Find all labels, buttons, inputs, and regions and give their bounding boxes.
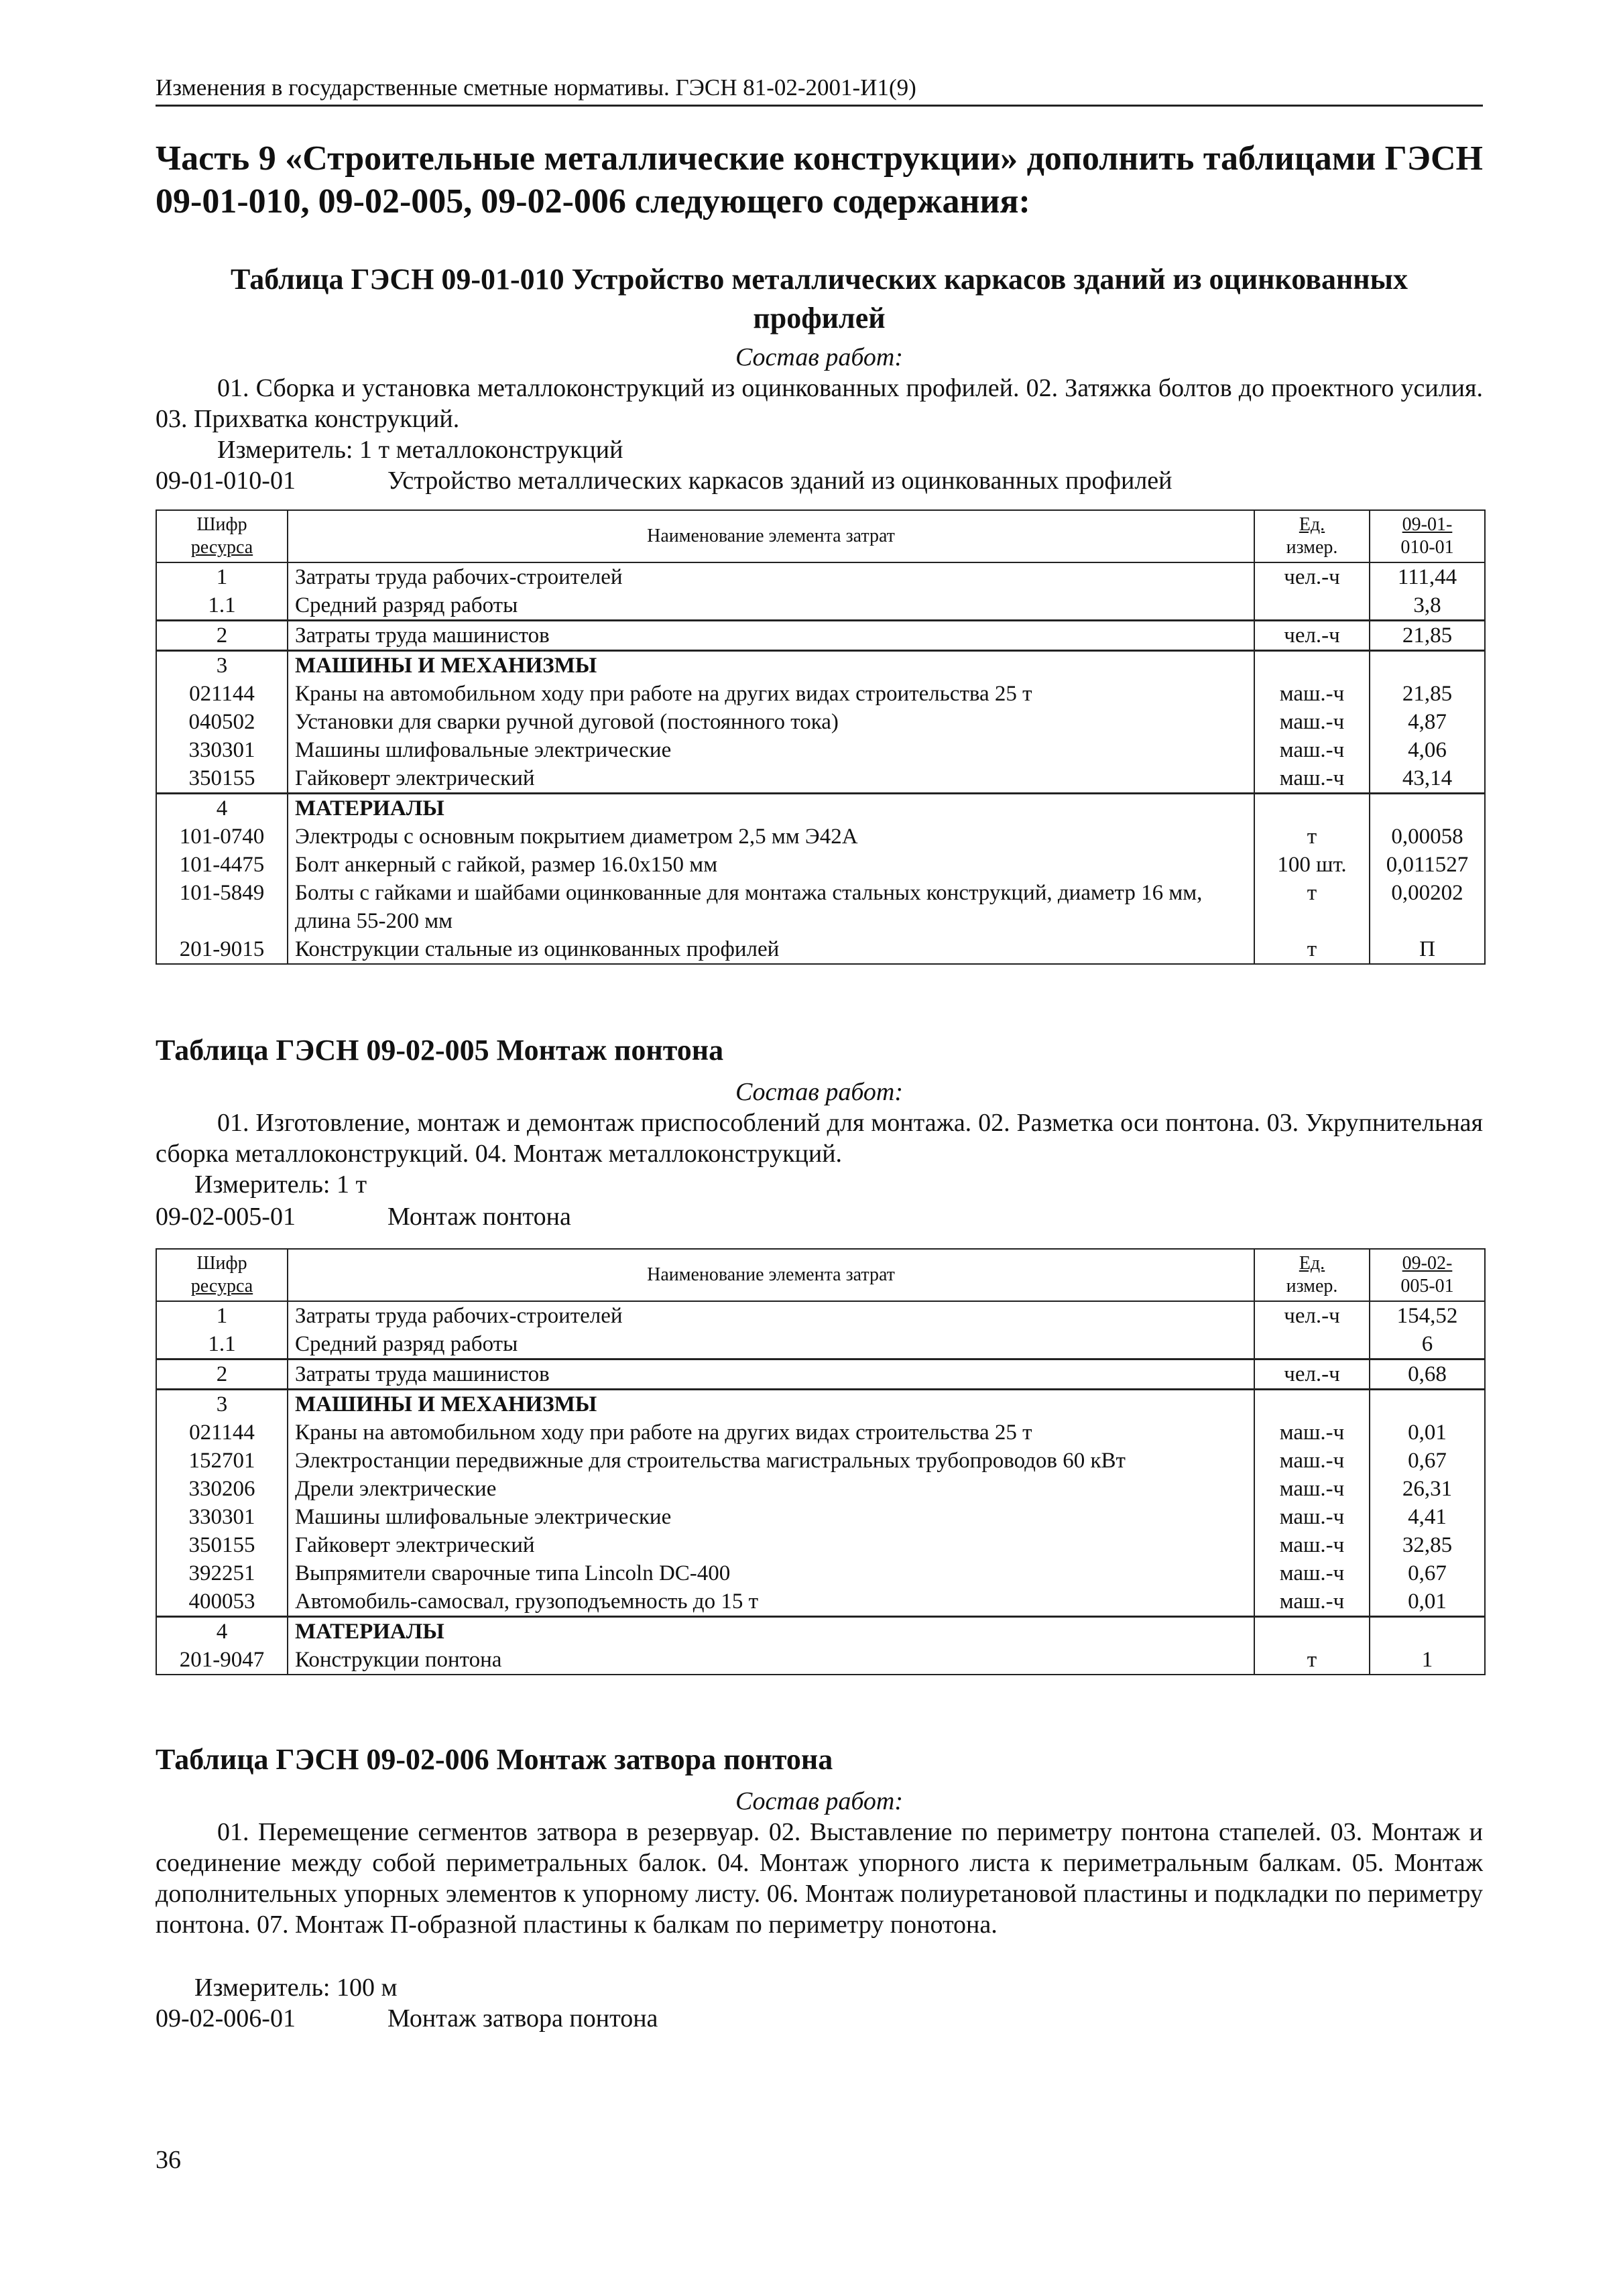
unit-cell: т xyxy=(1254,935,1370,964)
norm-value-cell: 3,8 xyxy=(1370,591,1485,621)
resource-name-cell: Болт анкерный с гайкой, размер 16.0x150 мм xyxy=(288,851,1254,879)
resource-name-cell: Конструкции стальные из оцинкованных профилей xyxy=(288,935,1254,964)
norm-value-cell: 21,85 xyxy=(1370,680,1485,708)
resource-name-cell: МАШИНЫ И МЕХАНИЗМЫ xyxy=(288,651,1254,680)
unit-cell xyxy=(1254,651,1370,680)
table-row xyxy=(156,1447,1485,1475)
norm-value-cell: 32,85 xyxy=(1370,1531,1485,1559)
resource-code-cell: 392251 xyxy=(156,1559,288,1587)
col-header-code: Шифр ресурса xyxy=(156,510,288,562)
resource-code-cell: 1.1 xyxy=(156,591,288,621)
resource-name-cell: Затраты труда рабочих-строителей xyxy=(288,1301,1254,1330)
unit-cell: маш.-ч xyxy=(1254,1559,1370,1587)
norm-value-cell: 21,85 xyxy=(1370,621,1485,651)
norm-value-cell: 6 xyxy=(1370,1330,1485,1360)
table-row xyxy=(156,621,1485,651)
table-row xyxy=(156,1360,1485,1390)
resource-code-cell: 2 xyxy=(156,621,288,651)
table-1-title: Таблица ГЭСН 09-01-010 Устройство металлических каркасов зданий из оцинкованных профилей xyxy=(230,263,1408,335)
unit-cell xyxy=(1254,1330,1370,1360)
resource-name-cell: Средний разряд работы xyxy=(288,1330,1254,1360)
resource-name-cell: Машины шлифовальные электрические xyxy=(288,736,1254,764)
norm-value-cell: 0,00058 xyxy=(1370,823,1485,851)
table-1-norm-code: 09-01-010-01 xyxy=(156,467,296,495)
resource-name-cell: Затраты труда рабочих-строителей xyxy=(288,562,1254,591)
resource-name-cell: Выпрямители сварочные типа Lincoln DC-400 xyxy=(288,1559,1254,1587)
table-row xyxy=(156,935,1485,964)
norm-value-cell xyxy=(1370,651,1485,680)
table-row xyxy=(156,764,1485,794)
resource-code-cell: 2 xyxy=(156,1360,288,1390)
resource-name-cell: Болты с гайками и шайбами оцинкованные для монтажа стальных конструкций, диаметр 16 мм, длина 55-200 мм xyxy=(288,879,1254,935)
table-2-composition-label: Состав работ: xyxy=(735,1078,904,1106)
table-row xyxy=(156,1475,1485,1503)
table-row xyxy=(156,562,1485,591)
resource-code-cell: 201-9047 xyxy=(156,1646,288,1675)
table-row xyxy=(156,1301,1485,1330)
unit-cell: т xyxy=(1254,823,1370,851)
table-row xyxy=(156,1646,1485,1675)
table-3-norm-name: Монтаж затвора понтона xyxy=(387,2004,658,2033)
table-1-composition-label: Состав работ: xyxy=(735,343,904,371)
unit-cell: чел.-ч xyxy=(1254,1360,1370,1390)
table-3-title: Таблица ГЭСН 09-02-006 Монтаж затвора понтона xyxy=(156,1743,833,1776)
resource-code-cell: 330301 xyxy=(156,1503,288,1531)
unit-cell: маш.-ч xyxy=(1254,1447,1370,1475)
resource-code-cell: 152701 xyxy=(156,1447,288,1475)
norm-value-cell: 4,06 xyxy=(1370,736,1485,764)
norm-value-cell: 154,52 xyxy=(1370,1301,1485,1330)
table-2-composition-text: 01. Изготовление, монтаж и демонтаж приспособлений для монтажа. 02. Разметка оси понтона. 03. Укрупнительная сборка металлоконструкций. 04. Монтаж металлоконструкций. xyxy=(156,1109,1483,1168)
resource-code-cell: 3 xyxy=(156,1390,288,1419)
table-row xyxy=(156,823,1485,851)
norm-value-cell: 1 xyxy=(1370,1646,1485,1675)
unit-cell: чел.-ч xyxy=(1254,562,1370,591)
table-row xyxy=(156,1617,1485,1646)
resource-name-cell: МАШИНЫ И МЕХАНИЗМЫ xyxy=(288,1390,1254,1419)
resource-code-cell: 040502 xyxy=(156,708,288,736)
table-2-norm-code: 09-02-005-01 xyxy=(156,1203,296,1231)
norm-value-cell: 0,67 xyxy=(1370,1559,1485,1587)
col-header-name: Наименование элемента затрат xyxy=(288,1249,1254,1301)
unit-cell: маш.-ч xyxy=(1254,708,1370,736)
norm-table-1 xyxy=(156,509,1486,965)
resource-code-cell: 201-9015 xyxy=(156,935,288,964)
col-header-name: Наименование элемента затрат xyxy=(288,510,1254,562)
section-intro-title: Часть 9 «Строительные металлические конструкции» дополнить таблицами ГЭСН 09-01-010, 09-02-005, 09-02-006 следующего содержания: xyxy=(156,139,1483,221)
resource-name-cell: Затраты труда машинистов xyxy=(288,1360,1254,1390)
unit-cell: 100 шт. xyxy=(1254,851,1370,879)
resource-code-cell: 101-5849 xyxy=(156,879,288,935)
resource-name-cell: Электростанции передвижные для строительства магистральных трубопроводов 60 кВт xyxy=(288,1447,1254,1475)
unit-cell: маш.-ч xyxy=(1254,764,1370,794)
table-row xyxy=(156,708,1485,736)
table-1-composition-text: 01. Сборка и установка металлоконструкций из оцинкованных профилей. 02. Затяжка болтов до проектного усилия. 03. Прихватка конструкций. xyxy=(156,374,1483,433)
table-3-composition-label: Состав работ: xyxy=(735,1787,904,1815)
norm-value-cell: 0,011527 xyxy=(1370,851,1485,879)
table-row xyxy=(156,1587,1485,1617)
norm-value-cell: 0,67 xyxy=(1370,1447,1485,1475)
table-1-meter: Измеритель: 1 т металлоконструкций xyxy=(217,436,623,464)
resource-code-cell: 330301 xyxy=(156,736,288,764)
table-3-meter: Измеритель: 100 м xyxy=(194,1974,398,2002)
unit-cell: маш.-ч xyxy=(1254,1418,1370,1447)
resource-name-cell: Дрели электрические xyxy=(288,1475,1254,1503)
resource-code-cell: 400053 xyxy=(156,1587,288,1617)
table-row xyxy=(156,680,1485,708)
unit-cell xyxy=(1254,591,1370,621)
norm-value-cell: 0,68 xyxy=(1370,1360,1485,1390)
table-row xyxy=(156,1390,1485,1419)
table-row xyxy=(156,879,1485,935)
norm-value-cell xyxy=(1370,1617,1485,1646)
table-3-norm-code: 09-02-006-01 xyxy=(156,2004,296,2033)
norm-value-cell: 0,01 xyxy=(1370,1587,1485,1617)
resource-code-cell: 4 xyxy=(156,1617,288,1646)
unit-cell: маш.-ч xyxy=(1254,680,1370,708)
table-row xyxy=(156,1559,1485,1587)
unit-cell: маш.-ч xyxy=(1254,1531,1370,1559)
col-header-norm: 09-02- 005-01 xyxy=(1370,1249,1485,1301)
norm-value-cell: П xyxy=(1370,935,1485,964)
table-2-title: Таблица ГЭСН 09-02-005 Монтаж понтона xyxy=(156,1034,724,1067)
table-2-norm-name: Монтаж понтона xyxy=(387,1203,571,1231)
resource-name-cell: Средний разряд работы xyxy=(288,591,1254,621)
resource-code-cell: 3 xyxy=(156,651,288,680)
resource-name-cell: Краны на автомобильном ходу при работе на других видах строительства 25 т xyxy=(288,680,1254,708)
table-2-meter: Измеритель: 1 т xyxy=(194,1170,367,1199)
resource-code-cell: 1 xyxy=(156,562,288,591)
page-number: 36 xyxy=(156,2146,181,2174)
unit-cell xyxy=(1254,1390,1370,1419)
table-row xyxy=(156,1503,1485,1531)
unit-cell: т xyxy=(1254,879,1370,935)
resource-name-cell: Конструкции понтона xyxy=(288,1646,1254,1675)
unit-cell: чел.-ч xyxy=(1254,1301,1370,1330)
table-row xyxy=(156,794,1485,823)
unit-cell: маш.-ч xyxy=(1254,1587,1370,1617)
resource-name-cell: МАТЕРИАЛЫ xyxy=(288,794,1254,823)
resource-name-cell: Гайковерт электрический xyxy=(288,1531,1254,1559)
norm-value-cell: 4,41 xyxy=(1370,1503,1485,1531)
col-header-unit: Ед. измер. xyxy=(1254,510,1370,562)
resource-code-cell: 021144 xyxy=(156,680,288,708)
table-row xyxy=(156,1330,1485,1360)
resource-code-cell: 350155 xyxy=(156,764,288,794)
resource-code-cell: 330206 xyxy=(156,1475,288,1503)
col-header-code: Шифр ресурса xyxy=(156,1249,288,1301)
unit-cell: маш.-ч xyxy=(1254,1475,1370,1503)
resource-code-cell: 4 xyxy=(156,794,288,823)
table-1-norm-name: Устройство металлических каркасов зданий из оцинкованных профилей xyxy=(387,467,1173,495)
resource-code-cell: 021144 xyxy=(156,1418,288,1447)
resource-name-cell: МАТЕРИАЛЫ xyxy=(288,1617,1254,1646)
norm-value-cell: 4,87 xyxy=(1370,708,1485,736)
table-row xyxy=(156,591,1485,621)
norm-value-cell: 26,31 xyxy=(1370,1475,1485,1503)
norm-table-2 xyxy=(156,1248,1486,1675)
table-row xyxy=(156,651,1485,680)
unit-cell: маш.-ч xyxy=(1254,1503,1370,1531)
running-header: Изменения в государственные сметные нормативы. ГЭСН 81-02-2001-И1(9) xyxy=(156,72,1483,107)
col-header-unit: Ед. измер. xyxy=(1254,1249,1370,1301)
norm-value-cell xyxy=(1370,1390,1485,1419)
table-row xyxy=(156,1531,1485,1559)
resource-code-cell: 1 xyxy=(156,1301,288,1330)
col-header-norm: 09-01- 010-01 xyxy=(1370,510,1485,562)
norm-value-cell: 0,01 xyxy=(1370,1418,1485,1447)
unit-cell: маш.-ч xyxy=(1254,736,1370,764)
resource-code-cell: 350155 xyxy=(156,1531,288,1559)
resource-code-cell: 101-4475 xyxy=(156,851,288,879)
table-row xyxy=(156,1418,1485,1447)
norm-value-cell: 0,00202 xyxy=(1370,879,1485,935)
unit-cell xyxy=(1254,1617,1370,1646)
resource-name-cell: Гайковерт электрический xyxy=(288,764,1254,794)
table-row xyxy=(156,851,1485,879)
table-3-composition-text: 01. Перемещение сегментов затвора в резервуар. 02. Выставление по периметру понтона стапелей. 03. Монтаж и соединение между собой периметральных балок. 04. Монтаж упорного листа к периметральным балкам. 05. Монтаж дополнительных упорных элементов к упорному листу. 06. Монтаж полиуретановой пластины и подкладки по периметру понтона. 07. Монтаж П-образной пластины к балкам по периметру понотона. xyxy=(156,1818,1483,1939)
resource-name-cell: Машины шлифовальные электрические xyxy=(288,1503,1254,1531)
norm-value-cell: 111,44 xyxy=(1370,562,1485,591)
unit-cell: чел.-ч xyxy=(1254,621,1370,651)
resource-name-cell: Установки для сварки ручной дуговой (постоянного тока) xyxy=(288,708,1254,736)
unit-cell xyxy=(1254,794,1370,823)
resource-code-cell: 101-0740 xyxy=(156,823,288,851)
norm-value-cell xyxy=(1370,794,1485,823)
resource-name-cell: Электроды с основным покрытием диаметром 2,5 мм Э42А xyxy=(288,823,1254,851)
resource-name-cell: Затраты труда машинистов xyxy=(288,621,1254,651)
resource-name-cell: Автомобиль-самосвал, грузоподъемность до 15 т xyxy=(288,1587,1254,1617)
resource-name-cell: Краны на автомобильном ходу при работе на других видах строительства 25 т xyxy=(288,1418,1254,1447)
resource-code-cell: 1.1 xyxy=(156,1330,288,1360)
table-row xyxy=(156,736,1485,764)
unit-cell: т xyxy=(1254,1646,1370,1675)
norm-value-cell: 43,14 xyxy=(1370,764,1485,794)
